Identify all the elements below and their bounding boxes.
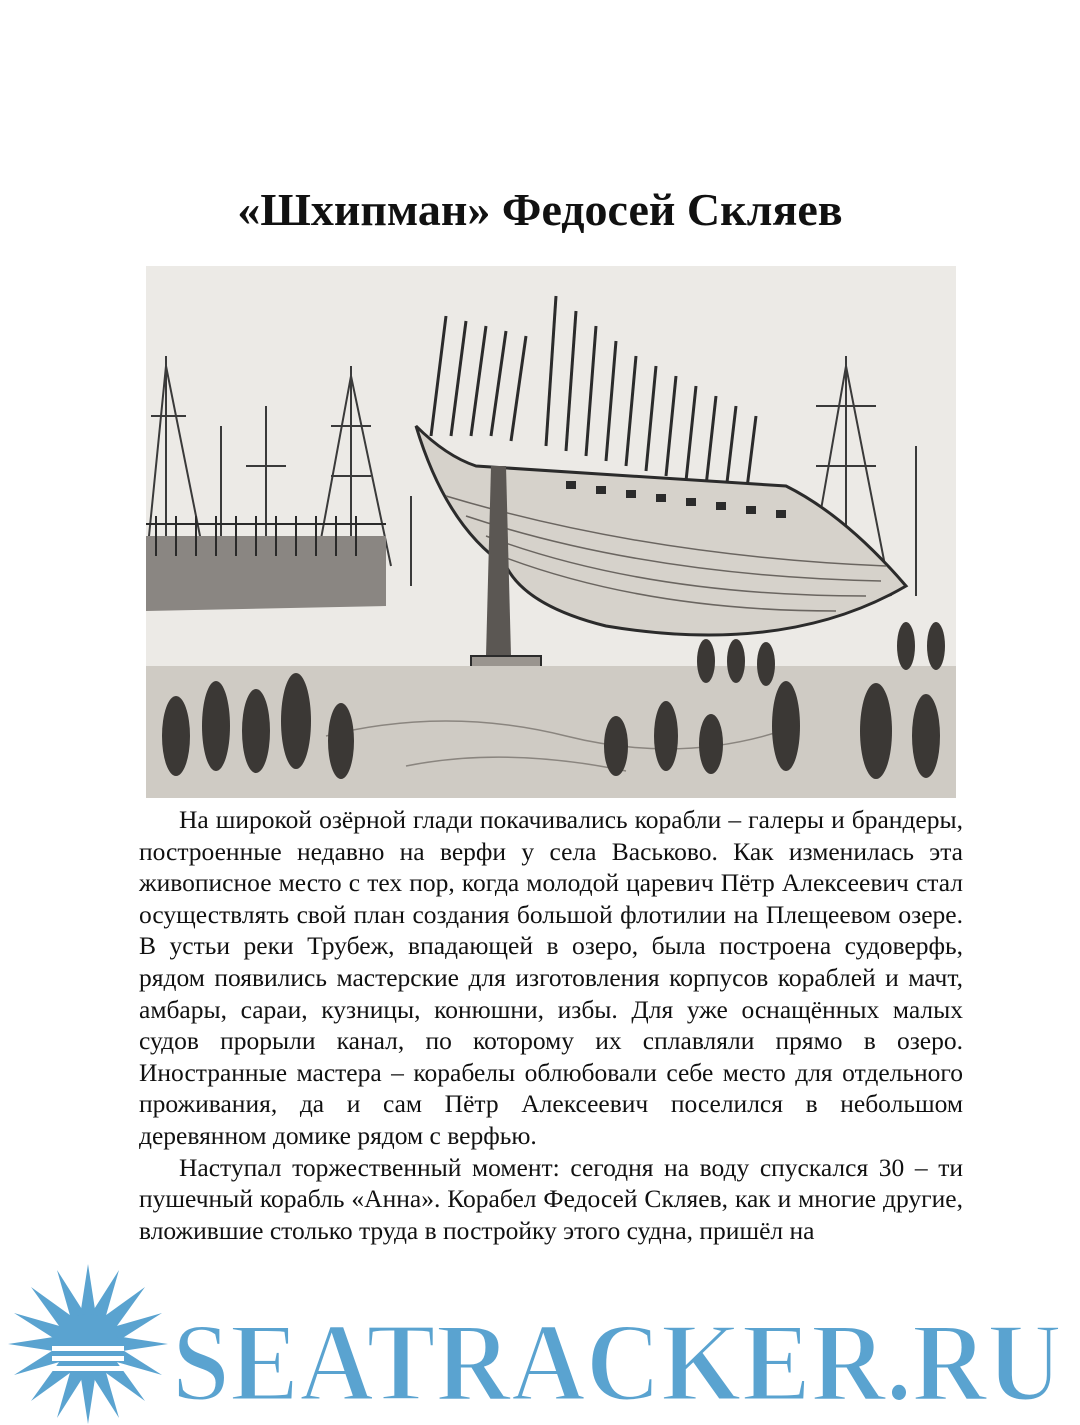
paragraph: Наступал торжественный момент: сегодня на воду спускался 30 – ти пушечный корабль «Анна». Корабел Федосей Скляев, как и многие другие, вложившие столько труда в постройку этого судна, пришёл на bbox=[139, 1152, 963, 1245]
page-title: «Шхипман» Федосей Скляев bbox=[237, 184, 843, 235]
watermark-text: SEATRACKER.RU bbox=[172, 1301, 1062, 1425]
ship-engraving bbox=[146, 266, 956, 798]
watermark bbox=[0, 1262, 1080, 1425]
sun-burst-icon bbox=[8, 1264, 168, 1424]
article-text bbox=[139, 804, 963, 1246]
watermark-graphic bbox=[0, 1262, 1080, 1425]
ship-on-slipway-illustration bbox=[146, 266, 956, 798]
paragraph: На широкой озёрной глади покачивались корабли – галеры и брандеры, построенные недавно на верфи у села Васьково. Как изменилась эта живописное место с тех пор, когда молодой царевич Пётр Алексеевич стал осуществлять свой план создания большой флотилии на Плещеевом озере. В устьи реки Трубеж, впадающей в озеро, была построена судоверфь, рядом появились мастерские для изготовления корпусов кораблей и мачт, амбары, сараи, кузницы, конюшни, избы. Для уже оснащённых малых судов прорыли канал, по которому их сплавляли прямо в озеро. Иностранные мастера – корабелы облюбовали себе место для отдельного проживания, да и сам Пётр Алексеевич поселился в небольшом деревянном домике рядом с верфью. bbox=[139, 805, 963, 1150]
